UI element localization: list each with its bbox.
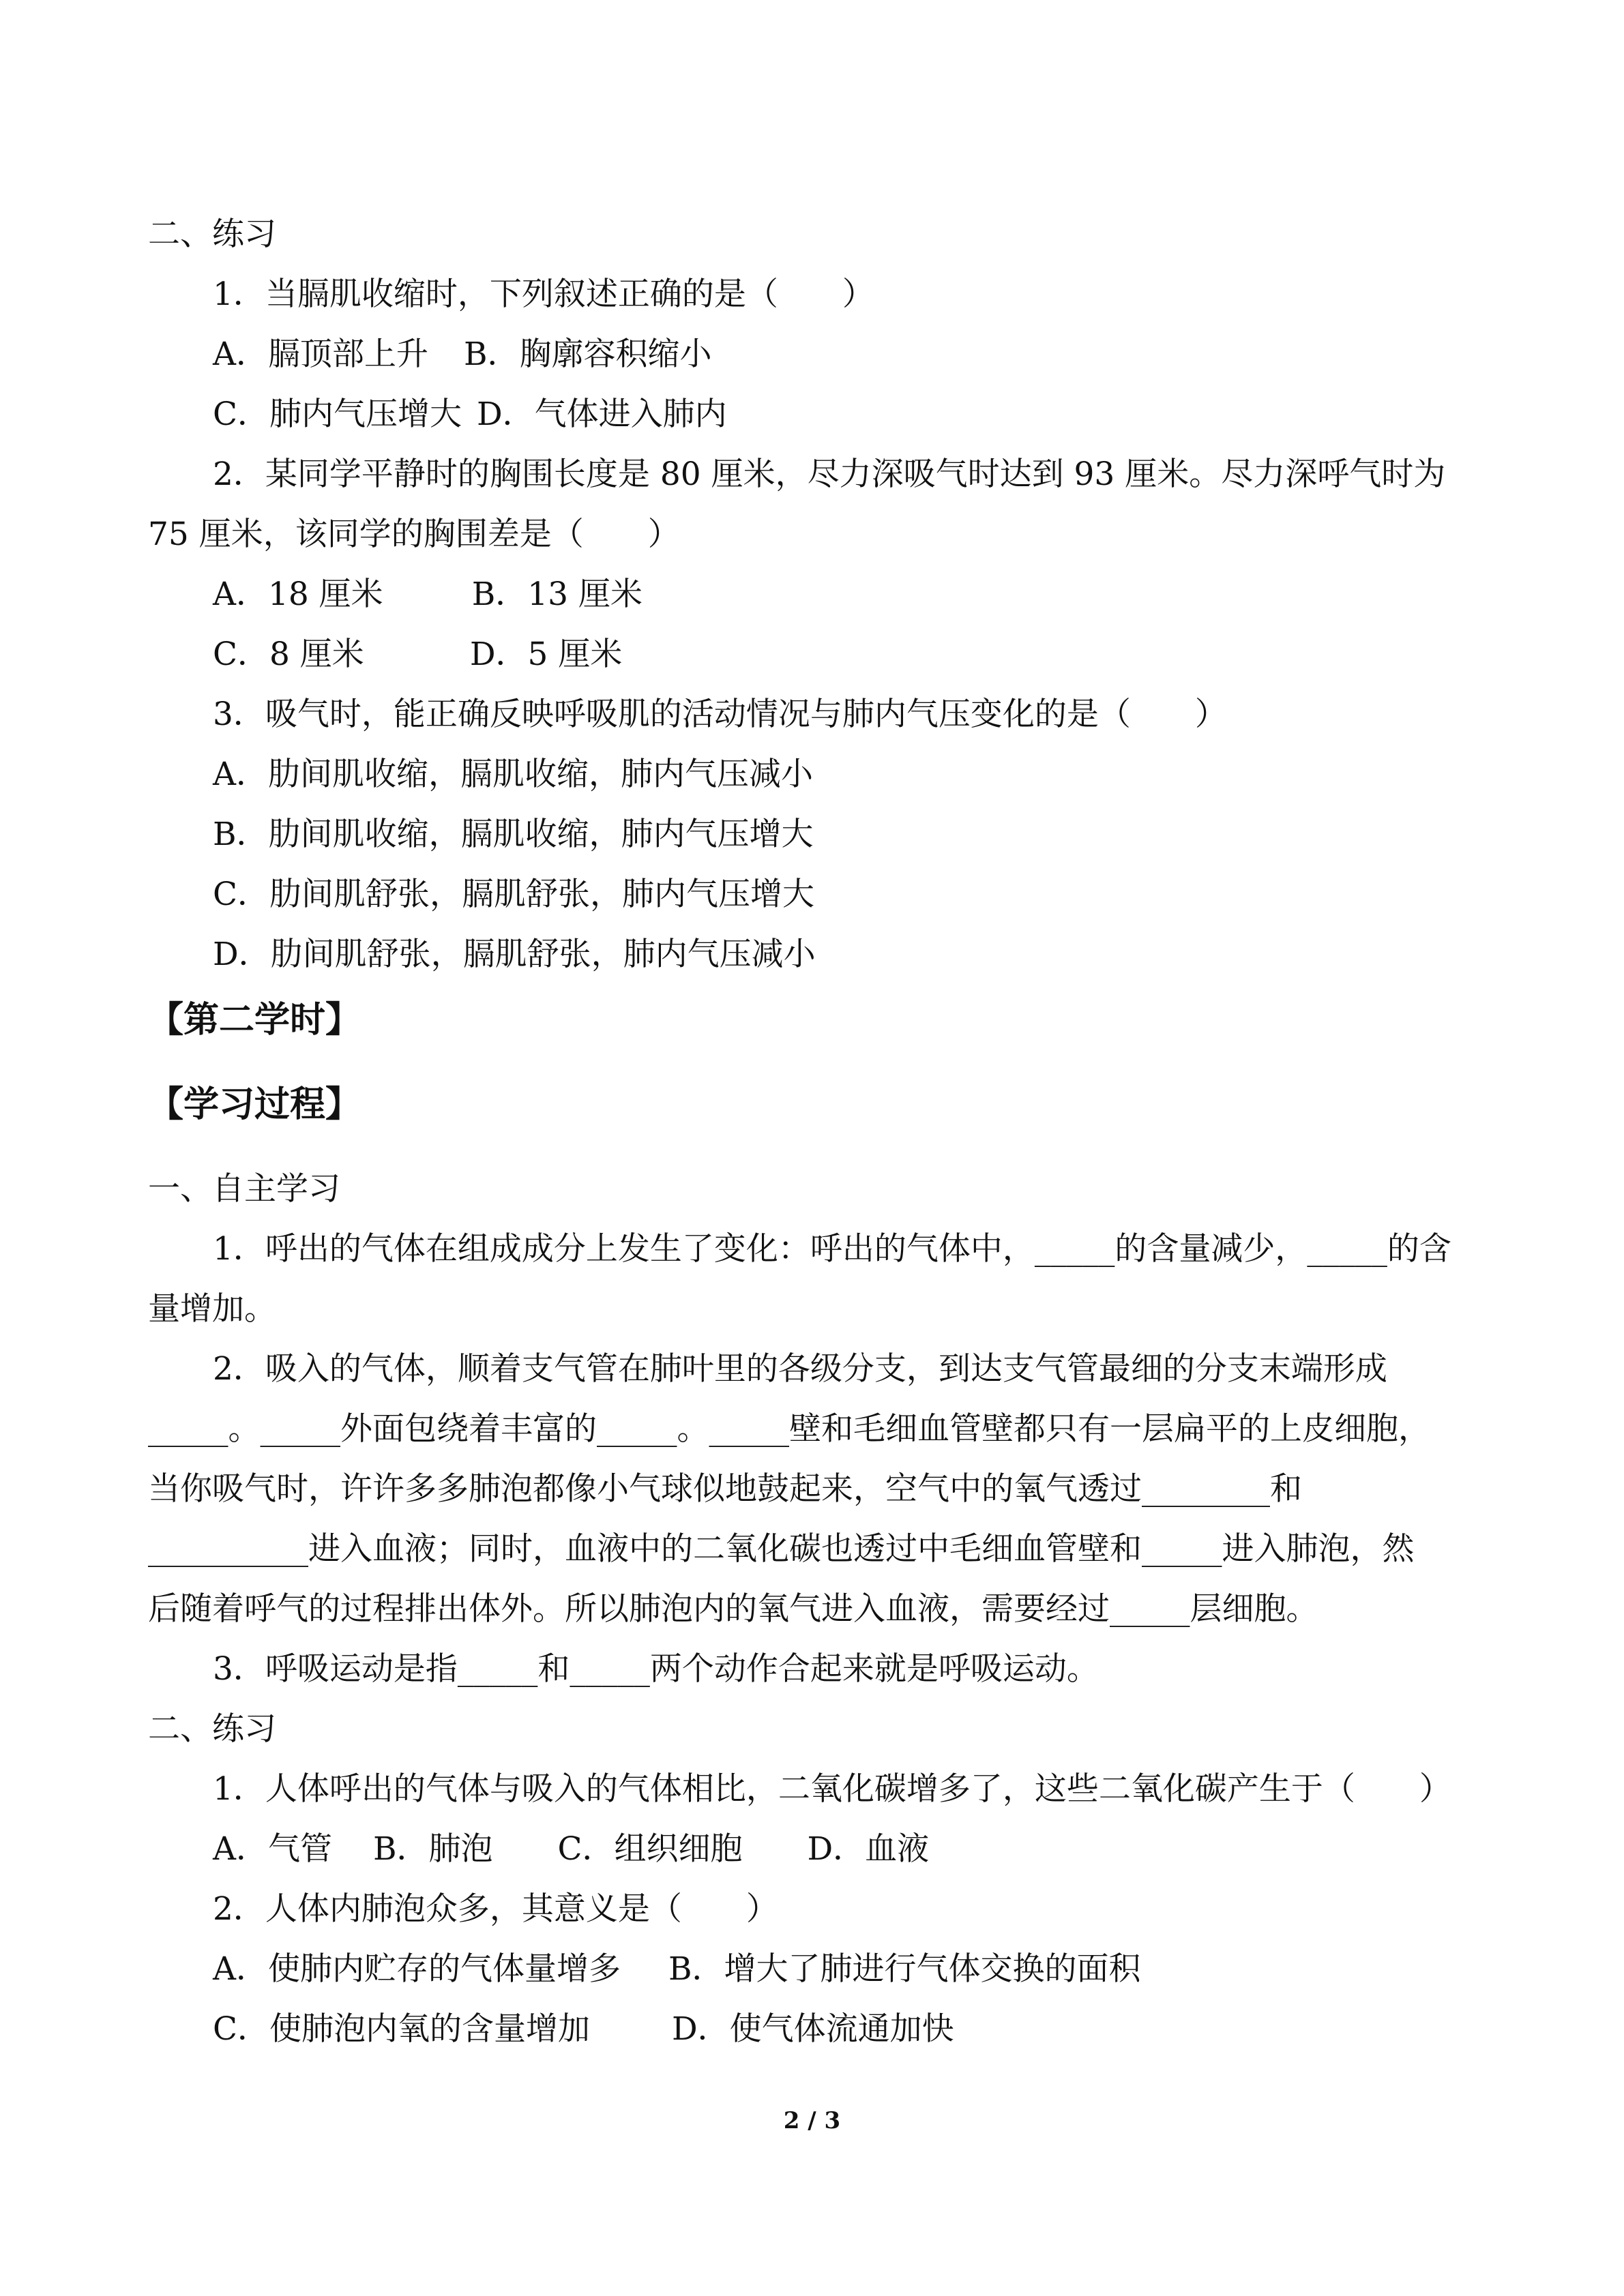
practice-a-q2-line2: 75 厘米，该同学的胸围差是（ ）	[148, 516, 680, 553]
practice-b-q2-options-ab	[0, 1949, 1624, 1990]
practice-a-q1-option-c: C．肺内气压增大	[213, 396, 462, 433]
page-number: 2 / 3	[783, 2107, 841, 2134]
practice-a-q2-line1: 2．某同学平静时的胸围长度是 80 厘米，尽力深吸气时达到 93 厘米。尽力深呼气时为	[213, 456, 1446, 493]
practice-a-q2-options-ab	[0, 574, 1624, 615]
practice-a-q3-option-a: A．肋间肌收缩，膈肌收缩，肺内气压减小	[213, 756, 813, 793]
practice-a-title: 二、练习	[148, 215, 276, 253]
practice-a-q2-option-b: B．13 厘米	[471, 576, 643, 613]
practice-b-q2-options-cd	[0, 2009, 1624, 2050]
practice-b-q1-option-b: B．肺泡	[372, 1830, 493, 1868]
practice-a-q1-option-a: A．膈顶部上升	[213, 336, 428, 373]
practice-b-q1: 1．人体呼出的气体与吸入的气体相比，二氧化碳增多了，这些二氧化碳产生于（ ）	[213, 1770, 1451, 1808]
self-study-s2-line4: __________进入血液；同时，血液中的二氧化碳也透过中毛细血管壁和_____进入肺泡，然	[148, 1530, 1415, 1568]
practice-b-q1-options	[0, 1829, 1624, 1870]
practice-a-q3-option-d: D．肋间肌舒张，膈肌舒张，肺内气压减小	[213, 936, 816, 973]
practice-b-q2-option-a: A．使肺内贮存的气体量增多	[213, 1950, 621, 1988]
practice-a-q1-option-b: B．胸廓容积缩小	[463, 336, 712, 373]
lesson2-heading: 【第二学时】	[148, 1000, 361, 1041]
practice-a-q3: 3．吸气时，能正确反映呼吸肌的活动情况与肺内气压变化的是（ ）	[213, 696, 1227, 733]
practice-a-q2-options-cd	[0, 634, 1624, 675]
self-study-s2-line2: _____。_____外面包绕着丰富的_____。_____壁和毛细血管壁都只有一层扁平的上皮细胞，	[148, 1410, 1430, 1448]
practice-a-q2-option-c: C．8 厘米	[213, 636, 364, 673]
practice-a-q1-options-ab	[0, 334, 1624, 375]
practice-b-title: 二、练习	[148, 1710, 276, 1748]
practice-a-q1: 1．当膈肌收缩时，下列叙述正确的是（ ）	[213, 275, 874, 313]
practice-b-q2-option-b: B．增大了肺进行气体交换的面积	[668, 1950, 1141, 1988]
self-study-s1-line1: 1．呼出的气体在组成成分上发生了变化：呼出的气体中，_____的含量减少，_____的含	[213, 1230, 1451, 1268]
self-study-s3: 3．呼吸运动是指_____和_____两个动作合起来就是呼吸运动。	[213, 1650, 1099, 1688]
practice-a-q3-option-c: C．肋间肌舒张，膈肌舒张，肺内气压增大	[213, 876, 814, 913]
self-study-s1-line2: 量增加。	[148, 1290, 276, 1328]
practice-a-q2-option-d: D．5 厘米	[469, 636, 623, 673]
learning-process-heading: 【学习过程】	[148, 1084, 361, 1125]
practice-b-q2-option-c: C．使肺泡内氧的含量增加	[213, 2010, 590, 2048]
practice-a-q1-option-d: D．气体进入肺内	[476, 396, 727, 433]
practice-a-q1-options-cd	[0, 394, 1624, 435]
practice-b-q1-option-c: C．组织细胞	[557, 1830, 743, 1868]
practice-a-q2-option-a: A．18 厘米	[213, 576, 383, 613]
practice-b-q2: 2．人体内肺泡众多，其意义是（ ）	[213, 1890, 778, 1928]
practice-b-q2-option-d: D．使气体流通加快	[671, 2010, 954, 2048]
self-study-s2-line5: 后随着呼气的过程排出体外。所以肺泡内的氧气进入血液，需要经过_____层细胞。	[148, 1590, 1318, 1628]
practice-a-q3-option-b: B．肋间肌收缩，膈肌收缩，肺内气压增大	[213, 816, 814, 853]
self-study-s2-line3: 当你吸气时，许许多多肺泡都像小气球似地鼓起来，空气中的氧气透过________和	[148, 1470, 1302, 1508]
self-study-s2-line1: 2．吸入的气体，顺着支气管在肺叶里的各级分支，到达支气管最细的分支末端形成	[213, 1350, 1387, 1388]
practice-b-q1-option-a: A．气管	[213, 1830, 332, 1868]
practice-b-q1-option-d: D．血液	[807, 1830, 930, 1868]
self-study-title: 一、自主学习	[148, 1170, 340, 1208]
